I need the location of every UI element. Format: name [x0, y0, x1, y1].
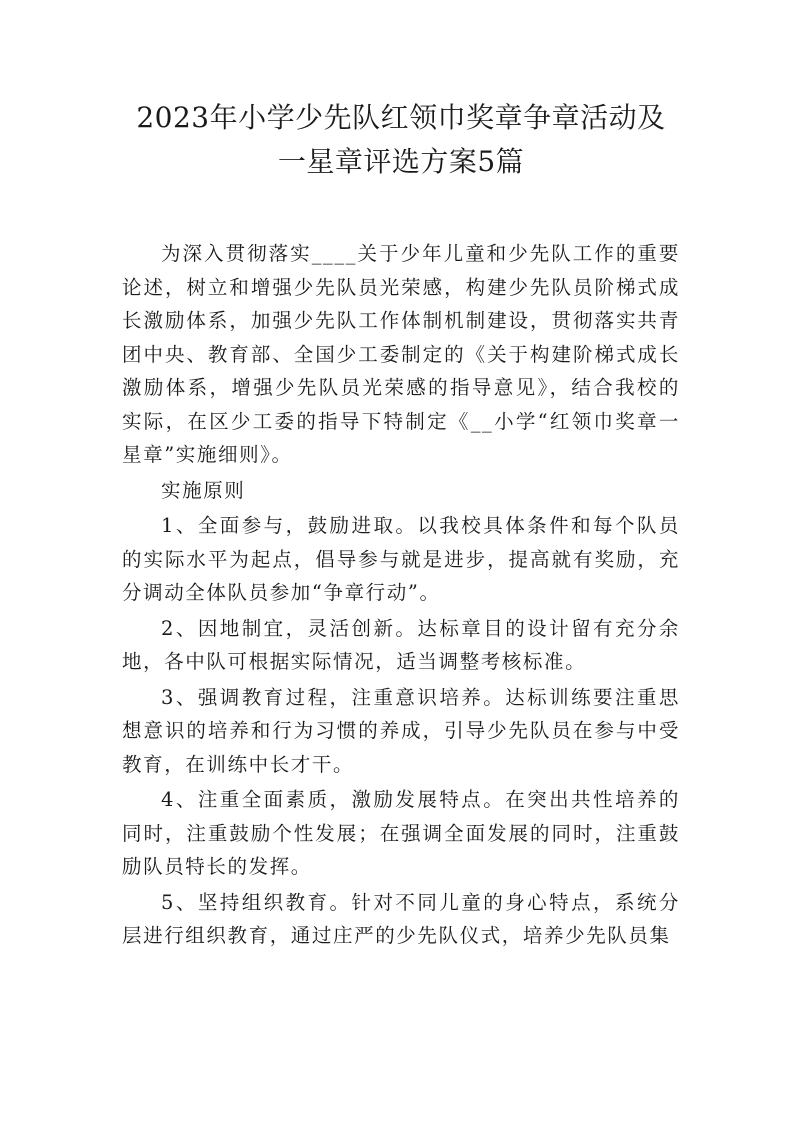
principle-1: 1、全面参与，鼓励进取。以我校具体条件和每个队员的实际水平为起点，倡导参与就是进步，提高就有奖励，充分调动全体队员参加“争章行动”。: [122, 514, 680, 604]
principle-2: 2、因地制宜，灵活创新。达标章目的设计留有充分余地，各中队可根据实际情况，适当调整考核标准。: [122, 616, 680, 673]
title-line-2: 一星章评选方案5篇: [277, 145, 525, 178]
title-line-1: 2023年小学少先队红领巾奖章争章活动及: [136, 101, 666, 134]
principle-4: 4、注重全面素质，激励发展特点。在突出共性培养的同时，注重鼓励个性发展；在强调全面发展的同时，注重鼓励队员特长的发挥。: [122, 788, 680, 878]
section-heading-principles: 实施原则: [161, 478, 246, 502]
document-title: [122, 96, 680, 184]
document-body: [122, 237, 680, 953]
principle-5: 5、坚持组织教育。针对不同儿童的身心特点，系统分层进行组织教育，通过庄严的少先队仪式，培养少先队员集: [122, 890, 680, 947]
principle-3: 3、强调教育过程，注重意识培养。达标训练要注重思想意识的培养和行为习惯的养成，引导少先队员在参与中受教育，在训练中长才干。: [122, 685, 680, 776]
intro-paragraph: 为深入贯彻落实____关于少年儿童和少先队工作的重要论述，树立和增强少先队员光荣感，构建少先队员阶梯式成长激励体系，加强少先队工作体制机制建设，贯彻落实共青团中央、教育部、全国少工委制定的《关于构建阶梯式成长激励体系，增强少先队员光荣感的指导意见》，结合我校的实际，在区少工委的指导下特制定《__小学“红领巾奖章一星章”实施细则》。: [122, 242, 680, 466]
